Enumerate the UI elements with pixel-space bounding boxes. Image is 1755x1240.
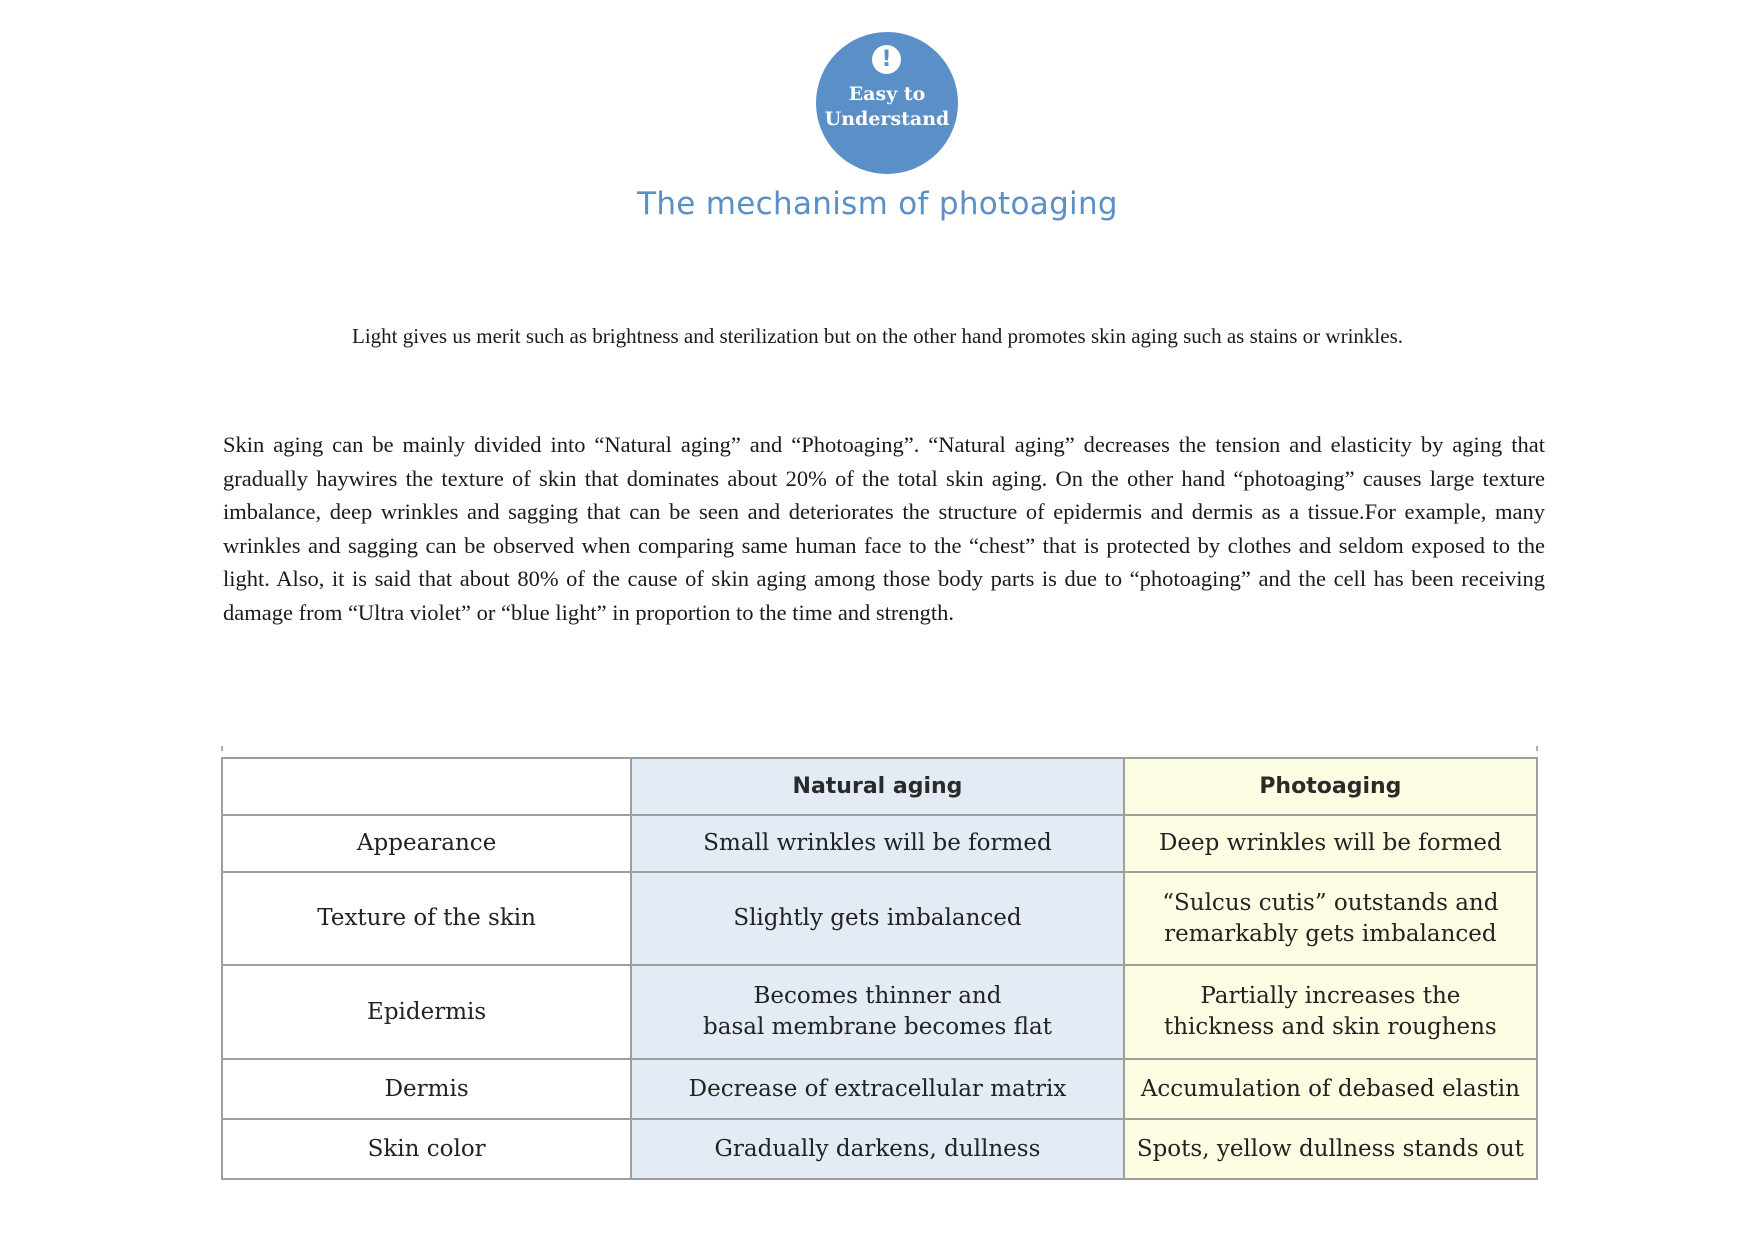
cell-text: remarkably gets imbalanced bbox=[1164, 920, 1497, 947]
page-title: The mechanism of photoaging bbox=[637, 186, 1118, 222]
cell-text: Accumulation of debased elastin bbox=[1140, 1075, 1520, 1102]
cell-text: Partially increases the bbox=[1200, 983, 1461, 1009]
aging-comparison-table bbox=[221, 757, 1538, 1180]
table-row bbox=[222, 965, 1537, 1059]
row-label-texture: Texture of the skin bbox=[222, 872, 631, 965]
table-row bbox=[222, 872, 1537, 965]
cell-text: Small wrinkles will be formed bbox=[703, 830, 1052, 856]
table-top-divider bbox=[221, 746, 1538, 751]
cell-text: Slightly gets imbalanced bbox=[733, 905, 1022, 931]
row-label-epidermis: Epidermis bbox=[222, 965, 631, 1059]
natural-cell bbox=[631, 815, 1123, 872]
header-empty-cell bbox=[222, 758, 631, 815]
cell-text: Decrease of extracellular matrix bbox=[688, 1075, 1067, 1102]
cell-text: Gradually darkens, dullness bbox=[714, 1135, 1041, 1162]
natural-cell bbox=[631, 1119, 1123, 1179]
natural-cell bbox=[631, 965, 1123, 1059]
cell-text: thickness and skin roughens bbox=[1163, 1014, 1497, 1040]
table-row bbox=[222, 1119, 1537, 1179]
badge-label bbox=[816, 82, 958, 132]
easy-to-understand-badge bbox=[816, 32, 958, 174]
badge-label-line-2: Understand bbox=[824, 108, 950, 130]
cell-text: basal membrane becomes flat bbox=[703, 1014, 1052, 1040]
exclamation-icon: ! bbox=[872, 45, 901, 74]
table-header-row bbox=[222, 758, 1537, 815]
table-row bbox=[222, 815, 1537, 872]
photo-cell bbox=[1124, 965, 1537, 1059]
badge-label-line-1: Easy to bbox=[848, 83, 926, 105]
row-label-skin-color: Skin color bbox=[222, 1119, 631, 1179]
header-photoaging: Photoaging bbox=[1124, 758, 1537, 815]
row-label-appearance: Appearance bbox=[222, 815, 631, 872]
photo-cell bbox=[1124, 872, 1537, 965]
natural-cell bbox=[631, 872, 1123, 965]
header-natural-aging: Natural aging bbox=[631, 758, 1123, 815]
cell-text: Spots, yellow dullness stands out bbox=[1136, 1135, 1524, 1162]
cell-text: Becomes thinner and bbox=[753, 983, 1002, 1009]
body-paragraph: Skin aging can be mainly divided into “Natural aging” and “Photoaging”. “Natural aging” decreases the tension and elasticity by aging that gradually haywires the texture of skin that dominates about 20% of the total skin aging. On the other hand “photoaging” causes large texture imbalance, deep wrinkles and sagging that can be seen and deteriorates the structure of epidermis and dermis as a tissue.For example, many wrinkles and sagging can be observed when comparing same human face to the “chest” that is protected by clothes and seldom exposed to the light. Also, it is said that about 80% of the cause of skin aging among those body parts is due to “photoaging” and the cell has been receiving damage from “Ultra violet” or “blue light” in proportion to the time and strength. bbox=[223, 432, 1545, 625]
cell-text: “Sulcus cutis” outstands and bbox=[1162, 889, 1499, 916]
row-label-dermis: Dermis bbox=[222, 1059, 631, 1119]
table-row bbox=[222, 1059, 1537, 1119]
photo-cell bbox=[1124, 815, 1537, 872]
photo-cell bbox=[1124, 1119, 1537, 1179]
intro-paragraph: Light gives us merit such as brightness and sterilization but on the other hand promotes skin aging such as stains or wrinkles. bbox=[352, 324, 1403, 348]
photo-cell bbox=[1124, 1059, 1537, 1119]
natural-cell bbox=[631, 1059, 1123, 1119]
cell-text: Deep wrinkles will be formed bbox=[1158, 830, 1502, 856]
